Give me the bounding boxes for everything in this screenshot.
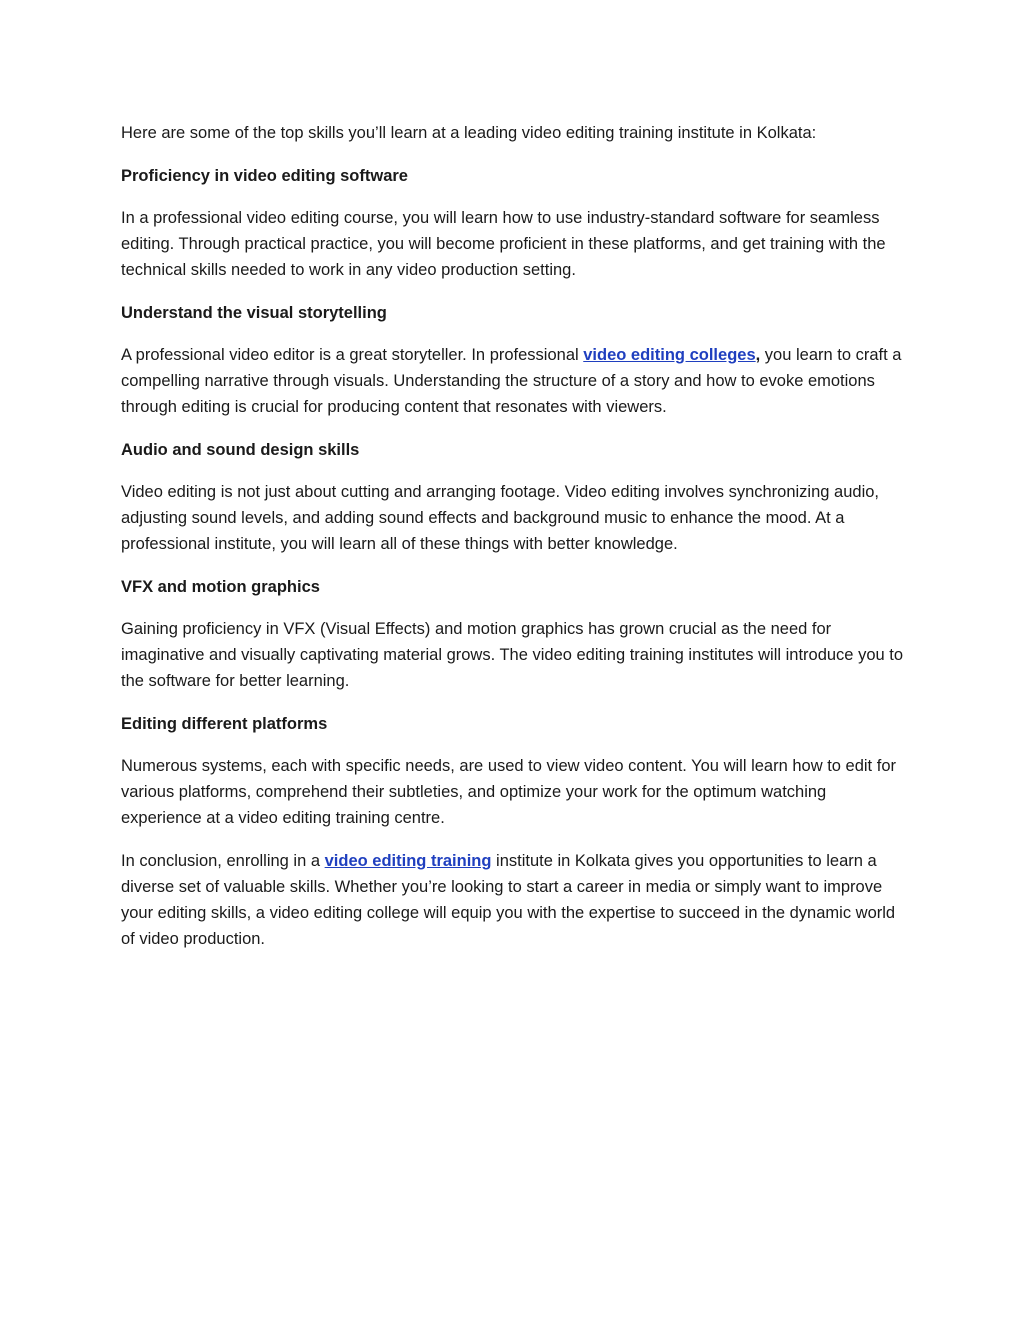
storytelling-text-before: A professional video editor is a great storyteller. In professional (121, 346, 584, 364)
storytelling-text-after: you learn to craft a compelling narrative through visuals. Understanding the structure of a story and how to evoke emotions through editing is crucial for producing content that resonates with viewers. (121, 346, 902, 416)
conclusion-text-before: In conclusion, enrolling in a (121, 851, 325, 870)
section-body-audio: Video editing is not just about cutting and arranging footage. Video editing involves synchronizing audio, adjusting sound levels, and adding sound effects and background music to enhance the mood. At a professional institute, you will learn all of these things with better knowledge. (121, 483, 879, 553)
section-heading-vfx: VFX and motion graphics (121, 577, 320, 596)
section-heading-audio: Audio and sound design skills (121, 440, 360, 459)
video-editing-colleges-link[interactable]: video editing colleges (583, 346, 756, 364)
section-body-software: In a professional video editing course, you will learn how to use industry-standard software for seamless editing. Through practical practice, you will become proficient in these platforms, and get training with the technical skills needed to work in any video production setting. (121, 209, 886, 279)
section-body-vfx: Gaining proficiency in VFX (Visual Effects) and motion graphics has grown crucial as the need for imaginative and visually captivating material grows. The video editing training institutes will introduce you to the software for better learning. (121, 620, 904, 690)
section-heading-platforms: Editing different platforms (121, 714, 328, 733)
conclusion-text-after: institute in Kolkata gives you opportunities to learn a diverse set of valuable skills. Whether you’re looking to start a career in media or simply want to improve your editing skills, a video editing college will equip you with the expertise to succeed in the dynamic world of video production. (121, 851, 896, 948)
section-body-platforms: Numerous systems, each with specific needs, are used to view video content. You will learn how to edit for various platforms, comprehend their subtleties, and optimize your work for the optimum watching experience at a video editing training centre. (121, 757, 896, 827)
video-editing-training-link[interactable]: video editing training (324, 851, 492, 870)
section-body-storytelling (121, 342, 906, 420)
intro-paragraph: Here are some of the top skills you’ll learn at a leading video editing training institute in Kolkata: (121, 124, 817, 142)
section-heading-storytelling: Understand the visual storytelling (121, 303, 387, 322)
section-heading-software: Proficiency in video editing software (121, 166, 408, 185)
conclusion-paragraph (121, 848, 906, 952)
storytelling-link-comma: , (755, 346, 761, 364)
document-body (121, 120, 906, 968)
